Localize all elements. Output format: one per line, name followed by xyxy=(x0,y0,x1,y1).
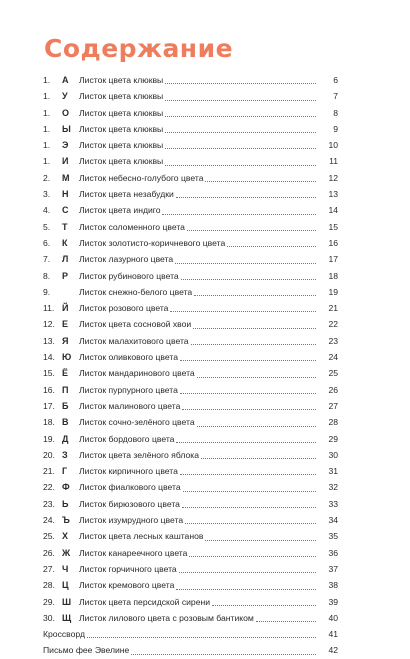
dot-leader xyxy=(193,328,316,329)
entry-letter: Й xyxy=(62,303,69,314)
entry-title: Листок изумрудного цвета xyxy=(79,515,184,526)
entry-page-number: 40 xyxy=(328,612,338,623)
entry-number: 4. xyxy=(43,205,51,216)
entry-letter: Р xyxy=(62,270,69,281)
entry-title: Листок мандаринового цвета xyxy=(79,368,195,379)
dot-leader xyxy=(191,344,316,345)
entry-letter: Ж xyxy=(62,547,71,558)
entry-page-number: 29 xyxy=(328,433,338,444)
dot-leader xyxy=(187,230,316,231)
entry-number: 5. xyxy=(43,221,51,232)
entry-number: 27. xyxy=(43,563,55,574)
toc-entry[interactable] xyxy=(0,414,410,430)
entry-number: 19. xyxy=(43,433,55,444)
entry-title: Листок цвета незабудки xyxy=(79,189,174,200)
entry-letter: Б xyxy=(62,400,69,411)
toc-entry[interactable] xyxy=(0,463,410,479)
entry-page-number: 22 xyxy=(328,319,338,330)
entry-page-number: 18 xyxy=(328,270,338,281)
entry-page-number: 16 xyxy=(328,237,338,248)
entry-page-number: 26 xyxy=(328,384,338,395)
entry-letter: С xyxy=(62,205,69,216)
entry-number: 2. xyxy=(43,172,51,183)
entry-page-number: 27 xyxy=(328,400,338,411)
entry-page-number: 37 xyxy=(328,563,338,574)
dot-leader xyxy=(165,100,316,101)
entry-page-number: 17 xyxy=(328,254,338,265)
entry-letter: П xyxy=(62,384,69,395)
entry-letter: Н xyxy=(62,189,69,200)
entry-number: 20. xyxy=(43,449,55,460)
entry-page-number: 41 xyxy=(328,629,338,640)
entry-page-number: 24 xyxy=(328,352,338,363)
entry-number: 1. xyxy=(43,91,51,102)
toc-entry[interactable] xyxy=(0,153,410,169)
entry-title: Листок цвета зелёного яблока xyxy=(79,449,199,460)
entry-title: Листок золотисто-коричневого цвета xyxy=(79,237,226,248)
entry-title: Листок цвета клюквы xyxy=(79,123,164,134)
toc-entry[interactable] xyxy=(0,316,410,332)
entry-letter: Щ xyxy=(62,612,72,623)
dot-leader xyxy=(180,393,316,394)
entry-number: 1. xyxy=(43,123,51,134)
entry-number: 1. xyxy=(43,75,51,85)
entry-number: 26. xyxy=(43,547,55,558)
entry-number: 1. xyxy=(43,107,51,118)
entry-number: 1. xyxy=(43,156,51,167)
dot-leader xyxy=(181,279,316,280)
entry-letter: Ё xyxy=(62,368,69,379)
entry-page-number: 34 xyxy=(328,515,338,526)
entry-letter: У xyxy=(62,91,68,102)
dot-leader xyxy=(185,523,316,524)
dot-leader xyxy=(205,540,316,541)
toc-entry[interactable] xyxy=(0,72,410,88)
entry-letter: Х xyxy=(62,531,69,542)
entry-page-number: 8 xyxy=(333,107,338,118)
dot-leader xyxy=(179,572,316,573)
entry-title: Листок горчичного цвета xyxy=(79,563,177,574)
entry-page-number: 13 xyxy=(328,189,338,200)
entry-page-number: 9 xyxy=(333,123,338,134)
entry-page-number: 30 xyxy=(328,449,338,460)
entry-title: Письмо фее Эвелине xyxy=(43,645,130,656)
entry-number: 16. xyxy=(43,384,55,395)
toc-entry[interactable] xyxy=(0,447,410,463)
entry-title: Листок небесно-голубого цвета xyxy=(79,172,204,183)
entry-letter: Т xyxy=(62,221,68,232)
entry-title: Листок цвета индиго xyxy=(79,205,161,216)
entry-title: Листок рубинового цвета xyxy=(79,270,179,281)
toc-entry[interactable] xyxy=(0,349,410,365)
entry-letter: Ц xyxy=(62,580,69,591)
entry-letter: Ч xyxy=(62,563,69,574)
toc-entry[interactable] xyxy=(0,202,410,218)
entry-title: Листок фиалкового цвета xyxy=(79,482,181,493)
entry-letter: Д xyxy=(62,433,69,444)
entry-letter: Ю xyxy=(62,352,72,363)
entry-page-number: 19 xyxy=(328,286,338,297)
dot-leader xyxy=(197,426,316,427)
dot-leader xyxy=(175,263,316,264)
toc-entry[interactable] xyxy=(0,88,410,104)
dot-leader xyxy=(176,197,316,198)
dot-leader xyxy=(197,377,316,378)
toc-entry[interactable] xyxy=(0,333,410,349)
toc-entry[interactable] xyxy=(0,121,410,137)
dot-leader xyxy=(176,442,316,443)
entry-number: 23. xyxy=(43,498,55,509)
entry-title: Листок малинового цвета xyxy=(79,400,181,411)
entry-title: Листок цвета клюквы xyxy=(79,140,164,151)
dot-leader xyxy=(165,165,316,166)
entry-page-number: 36 xyxy=(328,547,338,558)
entry-letter: Е xyxy=(62,319,69,330)
entry-title: Листок цвета клюквы xyxy=(79,75,164,85)
dot-leader xyxy=(170,311,316,312)
entry-number: 9. xyxy=(43,286,51,297)
entry-letter: Г xyxy=(62,466,68,477)
entry-letter: З xyxy=(62,449,68,460)
toc-entry[interactable] xyxy=(0,105,410,121)
toc-entry[interactable] xyxy=(0,137,410,153)
dot-leader xyxy=(87,637,316,638)
dot-leader xyxy=(227,246,316,247)
toc-entry[interactable] xyxy=(0,545,410,561)
entry-page-number: 10 xyxy=(328,140,338,151)
dot-leader xyxy=(180,474,316,475)
entry-title: Листок бордового цвета xyxy=(79,433,175,444)
dot-leader xyxy=(212,605,316,606)
dot-leader xyxy=(176,589,316,590)
toc-entry[interactable] xyxy=(0,251,410,267)
toc-entry[interactable] xyxy=(0,284,410,300)
entry-letter: Ш xyxy=(62,596,72,607)
toc-entry[interactable] xyxy=(0,496,410,512)
entry-number: 3. xyxy=(43,189,51,200)
dot-leader xyxy=(182,507,316,508)
toc-entry[interactable] xyxy=(0,431,410,447)
toc-entry[interactable] xyxy=(0,479,410,495)
dot-leader xyxy=(201,458,316,459)
entry-letter: Э xyxy=(62,140,69,151)
entry-title: Листок кирпичного цвета xyxy=(79,466,178,477)
entry-letter: Л xyxy=(62,254,69,265)
entry-title: Листок пурпурного цвета xyxy=(79,384,178,395)
dot-leader xyxy=(165,83,316,84)
toc-entry[interactable] xyxy=(0,365,410,381)
entry-letter: И xyxy=(62,156,69,167)
entry-title: Листок лазурного цвета xyxy=(79,254,174,265)
dot-leader xyxy=(165,148,316,149)
entry-page-number: 42 xyxy=(328,645,338,656)
entry-page-number: 11 xyxy=(329,156,338,167)
dot-leader xyxy=(162,214,316,215)
entry-page-number: 31 xyxy=(328,466,338,477)
entry-page-number: 33 xyxy=(328,498,338,509)
dot-leader xyxy=(182,409,316,410)
toc-entry[interactable] xyxy=(0,577,410,593)
toc-entry[interactable] xyxy=(0,610,410,626)
entry-title: Листок соломенного цвета xyxy=(79,221,185,232)
entry-title: Листок снежно-белого цвета xyxy=(79,286,193,297)
entry-title: Листок цвета лесных каштанов xyxy=(79,531,204,542)
entry-letter: К xyxy=(62,237,68,248)
entry-letter: Я xyxy=(62,335,69,346)
entry-number: 30. xyxy=(43,612,55,623)
entry-number: 12. xyxy=(43,319,55,330)
entry-letter: А xyxy=(62,75,69,85)
toc-entry[interactable] xyxy=(0,398,410,414)
dot-leader xyxy=(165,116,316,117)
entry-letter: Ы xyxy=(62,123,71,134)
entry-number: 1. xyxy=(43,140,51,151)
toc-entry[interactable] xyxy=(0,219,410,235)
entry-page-number: 32 xyxy=(328,482,338,493)
toc-entry[interactable] xyxy=(0,300,410,316)
entry-letter: В xyxy=(62,417,69,428)
entry-title: Листок канареечного цвета xyxy=(79,547,188,558)
entry-number: 13. xyxy=(43,335,55,346)
entry-title: Листок розового цвета xyxy=(79,303,169,314)
toc-list xyxy=(0,72,410,659)
entry-number: 22. xyxy=(43,482,55,493)
toc-entry[interactable] xyxy=(0,528,410,544)
entry-title: Листок цвета клюквы xyxy=(79,156,164,167)
entry-title: Листок оливкового цвета xyxy=(79,352,178,363)
dot-leader xyxy=(256,621,316,622)
entry-page-number: 35 xyxy=(328,531,338,542)
entry-title: Листок малахитового цвета xyxy=(79,335,189,346)
toc-entry[interactable] xyxy=(0,268,410,284)
entry-number: 17. xyxy=(43,400,55,411)
entry-title: Листок цвета клюквы xyxy=(79,107,164,118)
toc-entry[interactable] xyxy=(0,235,410,251)
entry-number: 24. xyxy=(43,515,55,526)
toc-entry[interactable] xyxy=(0,382,410,398)
entry-page-number: 25 xyxy=(328,368,338,379)
entry-number: 15. xyxy=(43,368,55,379)
entry-letter: О xyxy=(62,107,70,118)
entry-page-number: 38 xyxy=(328,580,338,591)
entry-title: Листок цвета сосновой хвои xyxy=(79,319,192,330)
toc-entry[interactable] xyxy=(0,594,410,610)
entry-page-number: 7 xyxy=(333,91,338,102)
entry-title: Листок сочно-зелёного цвета xyxy=(79,417,195,428)
toc-entry[interactable] xyxy=(0,186,410,202)
entry-number: 29. xyxy=(43,596,55,607)
dot-leader xyxy=(180,360,316,361)
entry-title: Листок лилового цвета с розовым бантиком xyxy=(79,612,254,623)
toc-entry[interactable] xyxy=(0,512,410,528)
toc-entry[interactable] xyxy=(0,626,410,642)
dot-leader xyxy=(183,491,316,492)
entry-page-number: 6 xyxy=(333,75,338,85)
entry-page-number: 28 xyxy=(328,417,338,428)
entry-number: 18. xyxy=(43,417,55,428)
entry-number: 21. xyxy=(43,466,55,477)
entry-page-number: 14 xyxy=(328,205,338,216)
entry-letter: Ф xyxy=(62,482,70,493)
page-title: Содержание xyxy=(44,34,234,63)
entry-letter: Ъ xyxy=(62,515,70,526)
entry-title: Кроссворд xyxy=(43,629,86,640)
entry-number: 6. xyxy=(43,237,51,248)
dot-leader xyxy=(131,654,316,655)
entry-number: 7. xyxy=(43,254,51,265)
toc-entry[interactable] xyxy=(0,642,410,658)
dot-leader xyxy=(194,295,316,296)
entry-title: Листок цвета клюквы xyxy=(79,91,164,102)
entry-page-number: 21 xyxy=(328,303,338,314)
entry-title: Листок бирюзового цвета xyxy=(79,498,180,509)
entry-letter: М xyxy=(62,172,70,183)
entry-page-number: 23 xyxy=(328,335,338,346)
entry-title: Листок цвета персидской сирени xyxy=(79,596,211,607)
dot-leader xyxy=(189,556,316,557)
dot-leader xyxy=(165,132,316,133)
entry-page-number: 12 xyxy=(328,172,338,183)
toc-entry[interactable] xyxy=(0,170,410,186)
entry-number: 8. xyxy=(43,270,51,281)
entry-page-number: 39 xyxy=(328,596,338,607)
entry-letter: Ь xyxy=(62,498,69,509)
entry-number: 14. xyxy=(43,352,55,363)
entry-title: Листок кремового цвета xyxy=(79,580,175,591)
entry-number: 25. xyxy=(43,531,55,542)
toc-entry[interactable] xyxy=(0,561,410,577)
dot-leader xyxy=(205,181,316,182)
entry-number: 28. xyxy=(43,580,55,591)
entry-page-number: 15 xyxy=(328,221,338,232)
entry-number: 11. xyxy=(43,303,55,314)
